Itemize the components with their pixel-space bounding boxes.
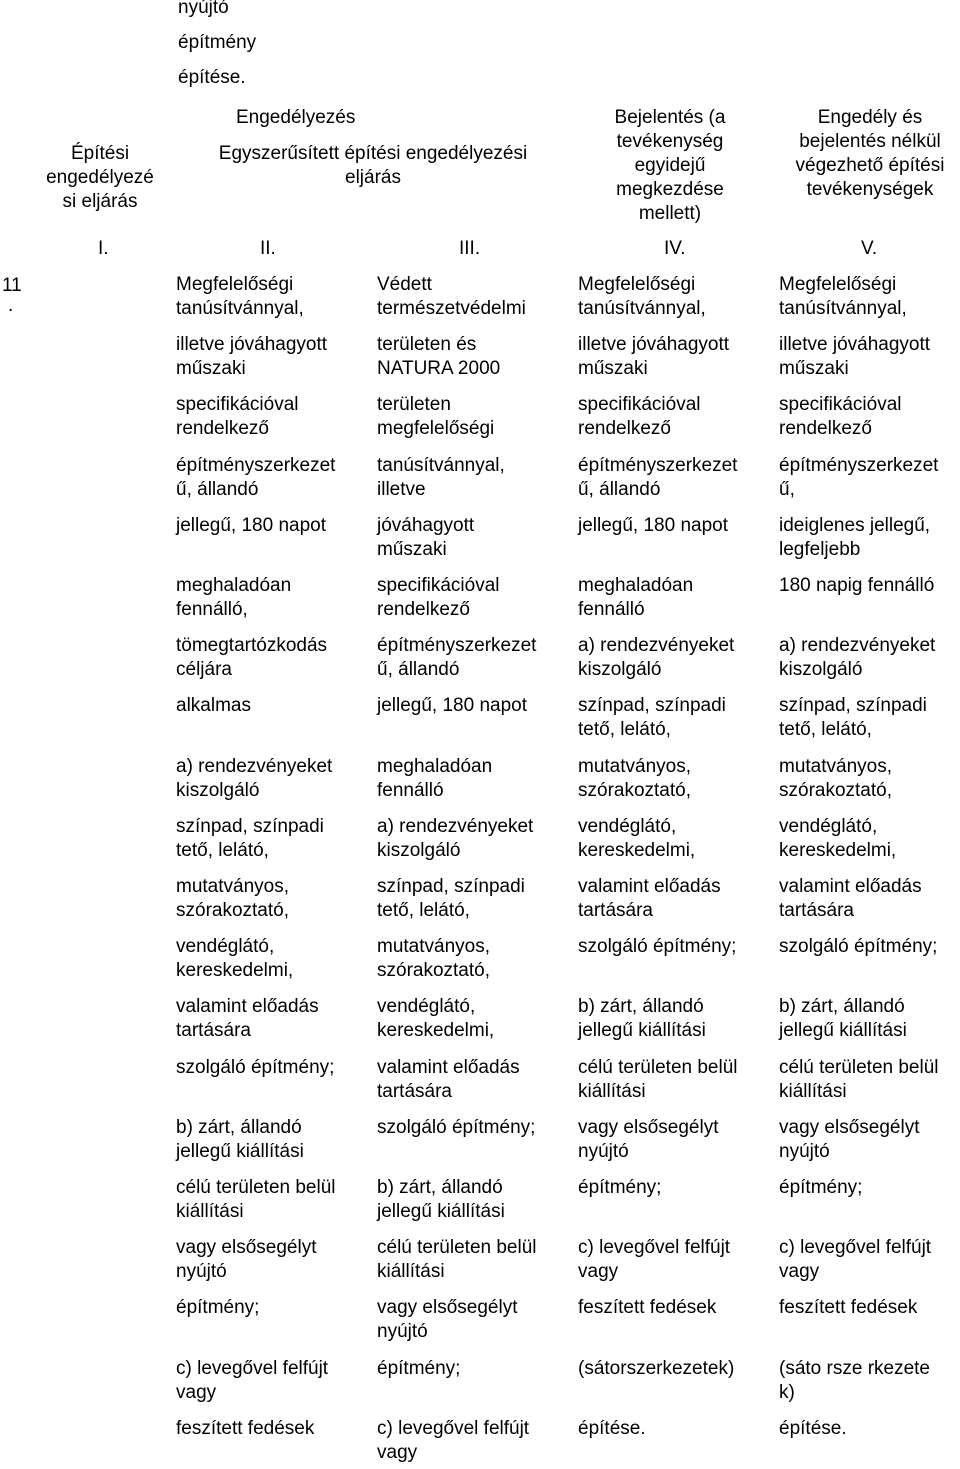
cell-line: jellegű kiállítási xyxy=(176,1141,304,1162)
cell-line: k) xyxy=(779,1382,795,1403)
cell-line: építményszerkezet xyxy=(176,455,336,476)
table-cell xyxy=(779,995,960,1043)
cell-line: 180 napig fennálló xyxy=(779,575,935,596)
table-cell xyxy=(779,574,960,598)
cell-line: tanúsítvánnyal, xyxy=(578,298,706,319)
cell-line: tanúsítvánnyal, xyxy=(779,298,907,319)
cell-line: vagy elsősegélyt xyxy=(176,1237,317,1258)
table-cell xyxy=(176,935,366,983)
cell-line: ideiglenes jellegű, xyxy=(779,515,931,536)
cell-line: fennálló, xyxy=(176,599,248,620)
cell-line: specifikációval xyxy=(377,575,500,596)
table-cell xyxy=(176,634,366,682)
table-cell xyxy=(779,273,960,321)
cell-line: a) rendezvényeket xyxy=(779,635,936,656)
table-cell xyxy=(176,273,366,321)
cell-line: műszaki xyxy=(176,358,246,379)
table-cell xyxy=(377,1056,567,1104)
table-cell xyxy=(578,1417,768,1441)
table-cell xyxy=(377,1236,567,1284)
table-cell xyxy=(578,995,768,1043)
cell-line: mutatványos, xyxy=(176,876,289,897)
table-cell xyxy=(176,815,366,863)
table-cell xyxy=(176,875,366,923)
cell-line: b) zárt, állandó xyxy=(377,1177,503,1198)
cell-line: (sáto rsze rkezete xyxy=(779,1358,930,1379)
cell-line: illetve xyxy=(377,479,426,500)
cell-line: (sátorszerkezetek) xyxy=(578,1358,735,1379)
table-cell xyxy=(176,333,366,381)
cell-line: tető, lelátó, xyxy=(578,719,671,740)
cell-line: a) rendezvényeket xyxy=(578,635,735,656)
table-cell xyxy=(578,514,768,538)
cell-line: Megfelelőségi xyxy=(578,274,696,295)
cell-line: Megfelelőségi xyxy=(176,274,294,295)
table-cell xyxy=(377,393,567,441)
cell-line: építmény; xyxy=(176,1297,260,1318)
cell-line: építmény; xyxy=(377,1358,461,1379)
cell-line: szórakoztató, xyxy=(377,960,490,981)
cell-line: építmény; xyxy=(779,1177,863,1198)
cell-line: szórakoztató, xyxy=(578,780,691,801)
table-cell xyxy=(578,1116,768,1164)
roman-numeral-1: I. xyxy=(98,238,109,259)
header-epitesi-engedelyezesi: Építési engedélyezé si eljárás xyxy=(46,143,154,212)
table-cell xyxy=(176,514,366,538)
table-cell xyxy=(578,1296,768,1320)
cell-line: szórakoztató, xyxy=(176,900,289,921)
table-cell xyxy=(779,454,960,502)
header-engedelyezes: Engedélyezés xyxy=(236,107,356,128)
cell-line: feszített fedések xyxy=(578,1297,717,1318)
cell-line: nyújtó xyxy=(176,1261,227,1282)
cell-line: építése. xyxy=(578,1418,646,1439)
cell-line: kereskedelmi, xyxy=(176,960,294,981)
table-cell xyxy=(377,1176,567,1224)
table-cell xyxy=(578,694,768,742)
cell-line: kiállítási xyxy=(779,1081,847,1102)
cell-line: műszaki xyxy=(779,358,849,379)
top-continuation xyxy=(178,0,256,90)
table-cell xyxy=(176,1176,366,1224)
cell-line: célú területen belül xyxy=(779,1057,939,1078)
cell-line: b) zárt, állandó xyxy=(578,996,704,1017)
cell-line: vagy xyxy=(779,1261,820,1282)
cell-line: vagy elsősegélyt xyxy=(377,1297,518,1318)
cell-line: illetve jóváhagyott xyxy=(578,334,730,355)
cell-line: jellegű, 180 napot xyxy=(176,515,327,536)
table-cell xyxy=(176,1116,366,1164)
cell-line: rendelkező xyxy=(176,418,269,439)
cell-line: kiállítási xyxy=(176,1201,244,1222)
header-egyszerusitett: Egyszerűsített építési engedélyezési eljárás xyxy=(218,143,528,188)
table-cell xyxy=(377,995,567,1043)
table-cell xyxy=(578,875,768,923)
cell-line: tartására xyxy=(377,1081,452,1102)
cell-line: vagy xyxy=(176,1382,217,1403)
cell-line: Megfelelőségi xyxy=(779,274,897,295)
cell-line: c) levegővel felfújt xyxy=(377,1418,530,1439)
cell-line: mutatványos, xyxy=(377,936,490,957)
cell-line: meghaladóan xyxy=(176,575,292,596)
cell-line: műszaki xyxy=(377,539,447,560)
cell-line: célú területen belül xyxy=(176,1177,336,1198)
cell-line: valamint előadás xyxy=(176,996,319,1017)
cell-line: vagy elsősegélyt xyxy=(578,1117,719,1138)
table-cell xyxy=(377,634,567,682)
table-cell xyxy=(377,815,567,863)
cell-line: vendéglátó, xyxy=(176,936,275,957)
text-line: nyújtó xyxy=(178,0,229,18)
cell-line: meghaladóan xyxy=(578,575,694,596)
table-cell xyxy=(377,1357,567,1381)
cell-line: tető, lelátó, xyxy=(779,719,872,740)
roman-numeral-5: V. xyxy=(861,238,878,259)
table-cell xyxy=(377,574,567,622)
cell-line: kiszolgáló xyxy=(176,780,260,801)
table-cell xyxy=(377,333,567,381)
cell-line: valamint előadás xyxy=(377,1057,520,1078)
table-cell xyxy=(377,875,567,923)
cell-line: feszített fedések xyxy=(176,1418,315,1439)
cell-line: b) zárt, állandó xyxy=(176,1117,302,1138)
roman-numeral-2: II. xyxy=(260,238,276,259)
cell-line: céljára xyxy=(176,659,232,680)
cell-line: b) zárt, állandó xyxy=(779,996,905,1017)
cell-line: jellegű kiállítási xyxy=(578,1020,706,1041)
cell-line: feszített fedések xyxy=(779,1297,918,1318)
table-cell xyxy=(176,1056,366,1080)
table-cell xyxy=(377,1296,567,1344)
table-cell xyxy=(779,333,960,381)
cell-line: célú területen belül xyxy=(377,1237,537,1258)
cell-line: c) levegővel felfújt xyxy=(578,1237,731,1258)
cell-line: valamint előadás xyxy=(578,876,721,897)
table-cell xyxy=(779,1236,960,1284)
column-c xyxy=(578,273,768,1469)
table-cell xyxy=(377,1417,567,1465)
table-cell xyxy=(578,1357,768,1381)
table-cell xyxy=(578,333,768,381)
table-cell xyxy=(377,694,567,718)
table-cell xyxy=(176,995,366,1043)
header-bejelentes: Bejelentés (a tevékenység egyidejű megkezdése mellett) xyxy=(614,107,726,224)
cell-line: vendéglátó, xyxy=(377,996,476,1017)
cell-line: területen xyxy=(377,394,451,415)
table-cell xyxy=(779,755,960,803)
table-cell xyxy=(377,755,567,803)
cell-line: jellegű kiállítási xyxy=(377,1201,505,1222)
table-cell xyxy=(377,935,567,983)
cell-line: a) rendezvényeket xyxy=(176,756,333,777)
header-engedely-es-bejelentes-nelkul: Engedély és bejelentés nélkül végezhető építési tevékenységek xyxy=(795,107,945,200)
table-cell xyxy=(377,1116,567,1140)
cell-line: építése. xyxy=(779,1418,847,1439)
cell-line: rendelkező xyxy=(377,599,470,620)
cell-line: színpad, színpadi xyxy=(377,876,525,897)
table-cell xyxy=(578,1176,768,1200)
cell-line: c) levegővel felfújt xyxy=(176,1358,329,1379)
cell-line: illetve jóváhagyott xyxy=(779,334,931,355)
row-number: 11 . xyxy=(2,275,22,316)
table-cell xyxy=(578,454,768,502)
table-cell xyxy=(779,875,960,923)
table-cell xyxy=(377,273,567,321)
cell-line: tető, lelátó, xyxy=(176,840,269,861)
cell-line: jellegű kiállítási xyxy=(779,1020,907,1041)
cell-line: nyújtó xyxy=(779,1141,830,1162)
cell-line: tanúsítvánnyal, xyxy=(377,455,505,476)
cell-line: szolgáló építmény; xyxy=(377,1117,536,1138)
table-cell xyxy=(779,634,960,682)
cell-line: tető, lelátó, xyxy=(377,900,470,921)
cell-line: specifikációval xyxy=(578,394,701,415)
table-cell xyxy=(176,1236,366,1284)
cell-line: fennálló xyxy=(578,599,645,620)
cell-line: műszaki xyxy=(578,358,648,379)
cell-line: kereskedelmi, xyxy=(578,840,696,861)
cell-line: ű, állandó xyxy=(377,659,460,680)
cell-line: legfeljebb xyxy=(779,539,861,560)
table-cell xyxy=(578,1236,768,1284)
table-cell xyxy=(779,393,960,441)
table-cell xyxy=(176,393,366,441)
cell-line: szolgáló építmény; xyxy=(176,1057,335,1078)
roman-numeral-4: IV. xyxy=(664,238,686,259)
cell-line: tartására xyxy=(176,1020,251,1041)
cell-line: jellegű, 180 napot xyxy=(578,515,729,536)
table-cell xyxy=(176,454,366,502)
cell-line: színpad, színpadi xyxy=(779,695,927,716)
table-cell xyxy=(779,1056,960,1104)
table-cell xyxy=(578,574,768,622)
table-cell xyxy=(176,1296,366,1320)
cell-line: vagy elsősegélyt xyxy=(779,1117,920,1138)
cell-line: illetve jóváhagyott xyxy=(176,334,328,355)
cell-line: építményszerkezet xyxy=(578,455,738,476)
cell-line: építményszerkezet xyxy=(779,455,939,476)
table-cell xyxy=(578,393,768,441)
table-cell xyxy=(176,1417,366,1441)
cell-line: vagy xyxy=(377,1442,418,1463)
table-cell xyxy=(578,755,768,803)
text-line: építmény xyxy=(178,32,257,53)
cell-line: megfelelőségi xyxy=(377,418,495,439)
cell-line: jóváhagyott xyxy=(377,515,475,536)
table-cell xyxy=(779,1296,960,1320)
table-cell xyxy=(578,634,768,682)
cell-line: szolgáló építmény; xyxy=(779,936,938,957)
cell-line: specifikációval xyxy=(176,394,299,415)
table-cell xyxy=(779,1116,960,1164)
column-b xyxy=(377,273,567,1469)
table-cell xyxy=(176,1357,366,1405)
table-cell xyxy=(377,514,567,562)
cell-line: ű, állandó xyxy=(176,479,259,500)
table-cell xyxy=(578,935,768,959)
table-cell xyxy=(377,454,567,502)
cell-line: jellegű, 180 napot xyxy=(377,695,528,716)
cell-line: kereskedelmi, xyxy=(779,840,897,861)
cell-line: szolgáló építmény; xyxy=(578,936,737,957)
table-cell xyxy=(578,815,768,863)
cell-line: nyújtó xyxy=(377,1321,428,1342)
cell-line: tömegtartózkodás xyxy=(176,635,328,656)
cell-line: ű, állandó xyxy=(578,479,661,500)
cell-line: vendéglátó, xyxy=(578,816,677,837)
cell-line: kiszolgáló xyxy=(779,659,863,680)
table-cell xyxy=(578,1056,768,1104)
cell-line: tartására xyxy=(779,900,854,921)
cell-line: színpad, színpadi xyxy=(578,695,726,716)
table-cell xyxy=(176,755,366,803)
cell-line: vendéglátó, xyxy=(779,816,878,837)
cell-line: alkalmas xyxy=(176,695,251,716)
table-cell xyxy=(779,1357,960,1405)
cell-line: meghaladóan xyxy=(377,756,493,777)
cell-line: c) levegővel felfújt xyxy=(779,1237,932,1258)
table-cell xyxy=(779,1417,960,1441)
cell-line: célú területen belül xyxy=(578,1057,738,1078)
cell-line: kereskedelmi, xyxy=(377,1020,495,1041)
column-a xyxy=(176,273,366,1469)
table-cell xyxy=(779,694,960,742)
cell-line: NATURA 2000 xyxy=(377,358,501,379)
cell-line: vagy xyxy=(578,1261,619,1282)
table-cell xyxy=(779,514,960,562)
cell-line: kiszolgáló xyxy=(377,840,461,861)
column-d xyxy=(779,273,960,1469)
cell-line: rendelkező xyxy=(578,418,671,439)
cell-line: valamint előadás xyxy=(779,876,922,897)
cell-line: építmény; xyxy=(578,1177,662,1198)
cell-line: területen és xyxy=(377,334,477,355)
cell-line: nyújtó xyxy=(578,1141,629,1162)
roman-numeral-3: III. xyxy=(459,238,481,259)
cell-line: kiállítási xyxy=(578,1081,646,1102)
cell-line: a) rendezvényeket xyxy=(377,816,534,837)
table-cell xyxy=(779,815,960,863)
table-cell xyxy=(779,1176,960,1200)
table-cell xyxy=(578,273,768,321)
cell-line: specifikációval xyxy=(779,394,902,415)
cell-line: tartására xyxy=(578,900,653,921)
table-cell xyxy=(779,935,960,959)
cell-line: rendelkező xyxy=(779,418,872,439)
cell-line: szórakoztató, xyxy=(779,780,892,801)
cell-line: építményszerkezet xyxy=(377,635,537,656)
text-line: építése. xyxy=(178,67,246,88)
cell-line: kiállítási xyxy=(377,1261,445,1282)
cell-line: fennálló xyxy=(377,780,444,801)
cell-line: kiszolgáló xyxy=(578,659,662,680)
cell-line: tanúsítvánnyal, xyxy=(176,298,304,319)
cell-line: mutatványos, xyxy=(779,756,892,777)
cell-line: Védett xyxy=(377,274,432,295)
table-cell xyxy=(176,694,366,718)
cell-line: természetvédelmi xyxy=(377,298,526,319)
cell-line: színpad, színpadi xyxy=(176,816,324,837)
cell-line: ű, xyxy=(779,479,795,500)
table-cell xyxy=(176,574,366,622)
cell-line: mutatványos, xyxy=(578,756,691,777)
